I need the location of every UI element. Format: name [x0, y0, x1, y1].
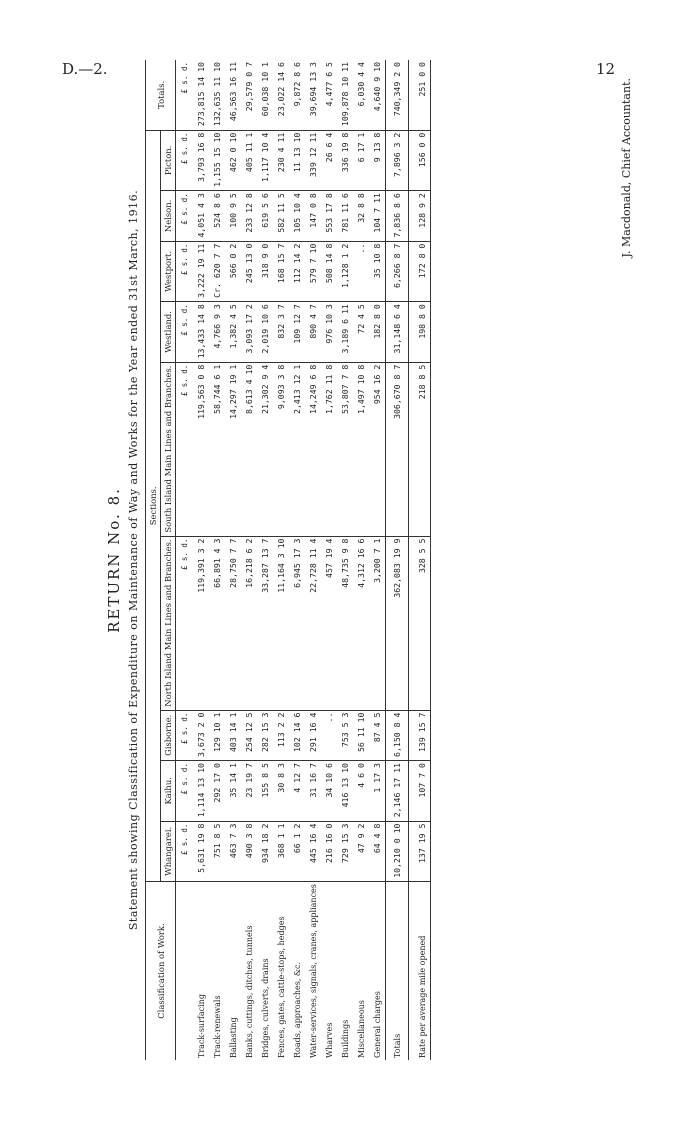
- value-cell: 172 8 0: [409, 241, 431, 302]
- value-cell: 119,391 3 2: [193, 536, 209, 710]
- value-cell: 282 15 3: [257, 710, 273, 760]
- value-cell: 4,766 9 3: [209, 302, 225, 363]
- row-label: Roads, approaches, &c.: [292, 961, 302, 1058]
- value-cell: 11 13 10: [289, 130, 305, 191]
- value-cell: 306,670 8 7: [386, 362, 409, 536]
- value-cell: 33,287 13 7: [257, 536, 273, 710]
- value-cell: 9,093 3 8: [273, 362, 289, 536]
- value-cell: 104 7 11: [369, 191, 386, 241]
- value-cell: 4,312 16 6: [353, 536, 369, 710]
- table-row: [337, 60, 353, 1060]
- value-cell: 245 13 0: [241, 241, 257, 302]
- table-row: [305, 60, 321, 1060]
- value-cell: 56 11 10: [353, 710, 369, 760]
- value-cell: 3,093 17 2: [241, 302, 257, 363]
- value-cell: 362,083 19 9: [386, 536, 409, 710]
- value-cell: 66 1 2: [289, 821, 305, 882]
- column-header: North Island Main Lines and Branches.: [161, 536, 176, 710]
- column-header: South Island Main Lines and Branches.: [161, 362, 176, 536]
- value-cell: 1 17 3: [369, 761, 386, 822]
- value-cell: 198 8 0: [409, 302, 431, 363]
- value-cell: 6,030 4 4: [353, 60, 369, 130]
- column-header: Westport.: [161, 241, 176, 302]
- column-header: Westland.: [161, 302, 176, 363]
- unit-cell: £ s. d.: [176, 536, 194, 710]
- value-cell: 5,631 19 8: [193, 821, 209, 882]
- value-cell: 403 14 1: [225, 710, 241, 760]
- value-cell: 23,022 14 6: [273, 60, 289, 130]
- value-cell: 3,673 2 0: [193, 710, 209, 760]
- unit-cell: £ s. d.: [176, 362, 194, 536]
- value-cell: 619 5 6: [257, 191, 273, 241]
- row-label: Track-surfacing: [196, 994, 206, 1058]
- value-cell: 7,836 8 6: [386, 191, 409, 241]
- value-cell: 87 4 5: [369, 710, 386, 760]
- value-cell: 29,579 0 7: [241, 60, 257, 130]
- value-cell: 14,249 6 8: [305, 362, 321, 536]
- value-cell: 1,762 11 8: [321, 362, 337, 536]
- value-cell: 109,878 10 11: [337, 60, 353, 130]
- classification-header: Classification of Work.: [146, 882, 176, 1060]
- value-cell: 3,793 16 8: [193, 130, 209, 191]
- value-cell: 39,694 13 3: [305, 60, 321, 130]
- value-cell: 8,613 4 10: [241, 362, 257, 536]
- value-cell: 53,807 7 8: [337, 362, 353, 536]
- value-cell: 14,297 19 1: [225, 362, 241, 536]
- value-cell: 72 4 5: [353, 302, 369, 363]
- value-cell: 6,266 8 7: [386, 241, 409, 302]
- unit-cell: £ s. d.: [176, 130, 194, 191]
- value-cell: 9,872 8 6: [289, 60, 305, 130]
- value-cell: 4,640 9 10: [369, 60, 386, 130]
- value-cell: 31,148 6 4: [386, 302, 409, 363]
- value-cell: 490 3 8: [241, 821, 257, 882]
- value-cell: 566 0 2: [225, 241, 241, 302]
- unit-row: [176, 60, 194, 1060]
- unit-cell: £ s. d.: [176, 302, 194, 363]
- value-cell: 781 11 6: [337, 191, 353, 241]
- row-label: Fences, gates, cattle-stops, hedges: [276, 916, 286, 1058]
- value-cell: 751 8 5: [209, 821, 225, 882]
- value-cell: 251 0 0: [409, 60, 431, 130]
- column-header: Nelson.: [161, 191, 176, 241]
- value-cell: 26 6 4: [321, 130, 337, 191]
- value-cell: 582 11 5: [273, 191, 289, 241]
- table-row: [225, 60, 241, 1060]
- value-cell: 47 9 2: [353, 821, 369, 882]
- value-cell: 13,433 14 8: [193, 302, 209, 363]
- row-label: Ballasting: [228, 1017, 238, 1058]
- value-cell: 48,735 9 8: [337, 536, 353, 710]
- value-cell: 23 19 7: [241, 761, 257, 822]
- table-row: [241, 60, 257, 1060]
- rotated-return-table: [105, 60, 633, 1060]
- value-cell: 109 12 7: [289, 302, 305, 363]
- value-cell: 740,349 2 0: [386, 60, 409, 130]
- table-row: [353, 60, 369, 1060]
- value-cell: 254 12 5: [241, 710, 257, 760]
- totals-row: [386, 60, 409, 1060]
- value-cell: 32 8 8: [353, 191, 369, 241]
- value-cell: 102 14 6: [289, 710, 305, 760]
- table-row: [369, 60, 386, 1060]
- value-cell: 4 12 7: [289, 761, 305, 822]
- unit-cell: £ s. d.: [176, 241, 194, 302]
- table-row: [209, 60, 225, 1060]
- value-cell: 1,382 4 5: [225, 302, 241, 363]
- statement-subtitle: Statement showing Classification of Expenditure on Maintenance of Way and Works for the Year ended 31st March, 1916.: [127, 189, 140, 931]
- value-cell: 119,563 0 8: [193, 362, 209, 536]
- value-cell: 34 10 6: [321, 761, 337, 822]
- value-cell: 508 14 8: [321, 241, 337, 302]
- value-cell: 2,413 12 1: [289, 362, 305, 536]
- value-cell: 10,210 0 10: [386, 821, 409, 882]
- value-cell: 9 13 8: [369, 130, 386, 191]
- value-cell: 132,635 11 10: [209, 60, 225, 130]
- column-header: Picton.: [161, 130, 176, 191]
- value-cell: 2,019 10 6: [257, 302, 273, 363]
- value-cell: 137 19 5: [409, 821, 431, 882]
- value-cell: 7,896 3 2: [386, 130, 409, 191]
- value-cell: Cr. 620 7 7: [209, 241, 225, 302]
- value-cell: 21,302 9 4: [257, 362, 273, 536]
- value-cell: 155 8 5: [257, 761, 273, 822]
- row-label: General charges: [372, 991, 382, 1058]
- value-cell: 66,891 4 3: [209, 536, 225, 710]
- value-cell: 128 9 2: [409, 191, 431, 241]
- value-cell: 129 10 1: [209, 710, 225, 760]
- value-cell: 216 16 0: [321, 821, 337, 882]
- table-row: [193, 60, 209, 1060]
- value-cell: ..: [353, 241, 369, 302]
- unit-cell: £ s. d.: [176, 821, 194, 882]
- value-cell: 463 7 3: [225, 821, 241, 882]
- table-row: [257, 60, 273, 1060]
- value-cell: 218 8 5: [409, 362, 431, 536]
- unit-spacer: [176, 882, 194, 1060]
- value-cell: 416 13 10: [337, 761, 353, 822]
- value-cell: 368 1 1: [273, 821, 289, 882]
- value-cell: 4,477 6 5: [321, 60, 337, 130]
- value-cell: 22,728 11 4: [305, 536, 321, 710]
- value-cell: 934 18 2: [257, 821, 273, 882]
- value-cell: 46,563 16 11: [225, 60, 241, 130]
- table-row: [273, 60, 289, 1060]
- value-cell: 553 17 8: [321, 191, 337, 241]
- signature: J. Macdonald, Chief Accountant.: [620, 78, 633, 258]
- value-cell: 2,146 17 11: [386, 761, 409, 822]
- value-cell: 107 7 0: [409, 761, 431, 822]
- row-label: Miscellaneous: [356, 1000, 366, 1058]
- row-label: Water-services, signals, cranes, appliances: [308, 884, 318, 1058]
- value-cell: 1,155 15 10: [209, 130, 225, 191]
- value-cell: 233 12 8: [241, 191, 257, 241]
- value-cell: 6 17 1: [353, 130, 369, 191]
- value-cell: 954 16 2: [369, 362, 386, 536]
- row-label: Rate per average mile opened: [409, 882, 431, 1060]
- value-cell: 339 12 11: [305, 130, 321, 191]
- value-cell: 182 8 0: [369, 302, 386, 363]
- row-label: Bridges, culverts, drains: [260, 958, 270, 1058]
- page-number: 12: [596, 60, 616, 78]
- value-cell: 462 0 10: [225, 130, 241, 191]
- value-cell: 156 0 0: [409, 130, 431, 191]
- value-cell: 273,815 14 10: [193, 60, 209, 130]
- value-cell: 292 17 0: [209, 761, 225, 822]
- return-title: RETURN No. 8.: [105, 487, 123, 633]
- row-label: Totals: [386, 882, 409, 1060]
- column-header: Gisborne.: [161, 710, 176, 760]
- unit-cell: £ s. d.: [176, 191, 194, 241]
- value-cell: 4 6 0: [353, 761, 369, 822]
- value-cell: 291 16 4: [305, 710, 321, 760]
- value-cell: 11,164 3 10: [273, 536, 289, 710]
- value-cell: 60,038 10 1: [257, 60, 273, 130]
- row-label: Wharves: [324, 1022, 334, 1058]
- value-cell: 3,189 6 11: [337, 302, 353, 363]
- value-cell: 230 4 11: [273, 130, 289, 191]
- value-cell: ..: [321, 710, 337, 760]
- value-cell: 405 11 1: [241, 130, 257, 191]
- table-row: [321, 60, 337, 1060]
- value-cell: 579 7 10: [305, 241, 321, 302]
- value-cell: 168 15 7: [273, 241, 289, 302]
- value-cell: 139 15 7: [409, 710, 431, 760]
- value-cell: 31 16 7: [305, 761, 321, 822]
- unit-cell: £ s. d.: [176, 60, 194, 130]
- value-cell: 890 4 7: [305, 302, 321, 363]
- value-cell: 105 10 4: [289, 191, 305, 241]
- value-cell: 524 8 6: [209, 191, 225, 241]
- value-cell: 729 15 3: [337, 821, 353, 882]
- value-cell: 64 4 8: [369, 821, 386, 882]
- value-cell: 3,200 7 1: [369, 536, 386, 710]
- value-cell: 976 10 3: [321, 302, 337, 363]
- value-cell: 58,744 6 1: [209, 362, 225, 536]
- document-code: D.—2.: [62, 60, 108, 78]
- value-cell: 445 16 4: [305, 821, 321, 882]
- value-cell: 112 14 2: [289, 241, 305, 302]
- value-cell: 1,114 13 10: [193, 761, 209, 822]
- value-cell: 336 19 8: [337, 130, 353, 191]
- value-cell: 35 10 8: [369, 241, 386, 302]
- value-cell: 6,945 17 3: [289, 536, 305, 710]
- row-label: Buildings: [340, 1019, 350, 1058]
- value-cell: 100 9 5: [225, 191, 241, 241]
- table-row: [289, 60, 305, 1060]
- value-cell: 16,218 6 2: [241, 536, 257, 710]
- column-header: Whangarei.: [161, 821, 176, 882]
- value-cell: 30 8 3: [273, 761, 289, 822]
- value-cell: 113 2 2: [273, 710, 289, 760]
- totals-column-header: Totals.: [146, 60, 176, 130]
- value-cell: 832 3 7: [273, 302, 289, 363]
- row-label: Track-renewals: [212, 995, 222, 1058]
- value-cell: 328 5 5: [409, 536, 431, 710]
- value-cell: 318 9 0: [257, 241, 273, 302]
- value-cell: 1,117 10 4: [257, 130, 273, 191]
- sections-header: Sections.: [146, 130, 161, 881]
- rate-row: [409, 60, 431, 1060]
- value-cell: 3,222 19 11: [193, 241, 209, 302]
- unit-cell: £ s. d.: [176, 710, 194, 760]
- unit-cell: £ s. d.: [176, 761, 194, 822]
- expenditure-table: [145, 60, 431, 1060]
- value-cell: 28,750 7 7: [225, 536, 241, 710]
- column-header: Kaihu.: [161, 761, 176, 822]
- value-cell: 1,128 1 2: [337, 241, 353, 302]
- value-cell: 753 5 3: [337, 710, 353, 760]
- value-cell: 147 0 8: [305, 191, 321, 241]
- value-cell: 1,497 10 8: [353, 362, 369, 536]
- value-cell: 4,051 4 3: [193, 191, 209, 241]
- value-cell: 6,150 8 4: [386, 710, 409, 760]
- value-cell: 35 14 1: [225, 761, 241, 822]
- value-cell: 457 19 4: [321, 536, 337, 710]
- row-label: Banks, cuttings, ditches, tunnels: [244, 925, 254, 1058]
